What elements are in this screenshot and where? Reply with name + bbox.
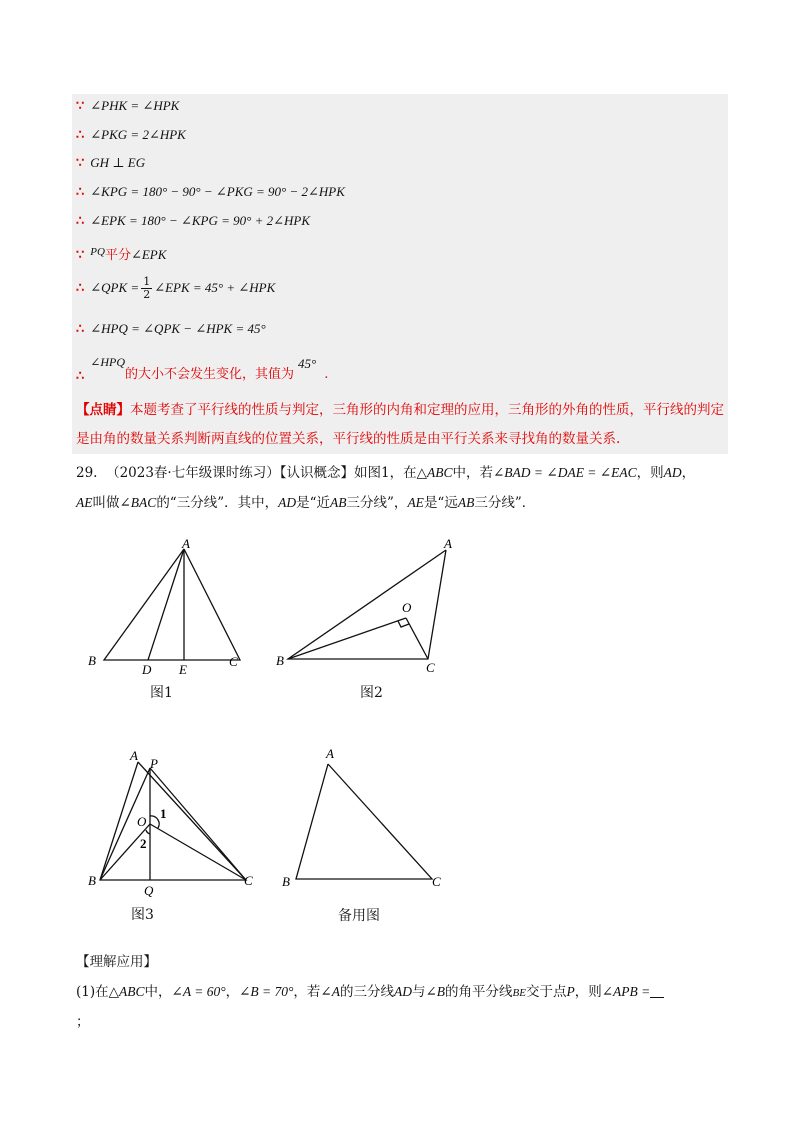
fig3-line-BO (100, 824, 150, 880)
fig1-triangle (104, 549, 240, 660)
solution-comment: 【点睛】本题考查了平行线的性质与判定，三角形的内角和定理的应用，三角形的外角的性质，平行线的判定是由角的数量关系判断两直线的位置关系，平行线的性质是由平行关系来寻找角的数量关系. (76, 402, 724, 447)
fig3-label-2: 2 (140, 836, 147, 851)
fig4-label-B: B (282, 874, 290, 889)
solution-step-7: ∴ ∠QPK = $\frac{1}{2}$ ∠EPK = 45° + ∠HPK (76, 275, 276, 301)
figure-2 (270, 532, 470, 682)
figure-1 (80, 535, 260, 685)
fig3-line-PC (150, 768, 246, 880)
question-29: 29. （2023春·七年级课时练习）【认识概念】如图1，在△ABC中，若∠BAD = ∠DAE = ∠EAC，则AD， AE叫做∠BAC的“三分线”．其中，AD是“近AB三分线”，AE是“远AB三分线”． (76, 465, 696, 511)
fig4-label-C: C (432, 874, 441, 889)
fig1-caption: 图1 (150, 685, 173, 701)
fig4-label-A: A (326, 746, 334, 761)
solution-step-5: ∴ ∠EPK = 180° − ∠KPG = 90° + 2∠HPK (76, 213, 310, 229)
fig2-triangle (288, 550, 446, 659)
answer-blank[interactable] (650, 985, 664, 998)
fig2-line-OC (406, 618, 428, 659)
fig4-caption: 备用图 (338, 908, 380, 924)
fig2-label-O: O (402, 600, 412, 615)
fig3-caption: 图3 (131, 907, 154, 923)
figure-4-spare (280, 740, 460, 900)
fig3-label-O: O (137, 814, 147, 829)
fraction: $\frac{1}{2}$ (143, 275, 151, 301)
fig1-label-A: A (182, 536, 190, 551)
fig3-label-B: B (88, 873, 96, 888)
fig3-label-C: C (244, 873, 253, 888)
fig1-label-D: D (142, 662, 152, 677)
fig3-triangle (100, 762, 246, 880)
fig1-label-B: B (88, 653, 96, 668)
solution-step-8: ∴ ∠HPQ = ∠QPK − ∠HPK = 45° (76, 321, 266, 337)
solution-step-1: ∵ ∠PHK = ∠HPK (76, 98, 180, 114)
solution-step-9: ∴∠HPQ的大小不会发生变化，其值为45°. (76, 355, 329, 384)
fig2-right-angle-mark (398, 621, 409, 627)
fig2-label-B: B (276, 653, 284, 668)
solution-step-4: ∴ ∠KPG = 180° − 90° − ∠PKG = 90° − 2∠HPK (76, 184, 345, 200)
fig2-line-BO (288, 618, 406, 659)
fig2-label-C: C (426, 660, 435, 675)
solution-step-2: ∴ ∠PKG = 2∠HPK (76, 127, 186, 143)
figure-3 (80, 740, 270, 900)
fig3-label-Q: Q (144, 883, 154, 898)
fig1-line-AD (148, 549, 184, 660)
solution-step-6: ∵ $^{PQ}$平分∠EPK (76, 246, 167, 263)
application-section: 【理解应用】 (1)在△ABC中，∠A = 60°，∠B = 70°，若∠A的三分线AD与∠B的角平分线BE交于点P，则∠APB = ； (76, 948, 726, 1037)
fig2-caption: 图2 (360, 685, 383, 701)
fig3-line-OC (150, 824, 246, 880)
fig1-label-C: C (229, 654, 238, 669)
fig3-label-1: 1 (160, 806, 167, 821)
fig3-label-A: A (130, 748, 138, 763)
fig1-label-E: E (179, 662, 187, 677)
fig4-triangle (296, 764, 432, 879)
fig3-label-P: P (150, 756, 158, 771)
solution-step-3: ∵ GH ⊥ EG (76, 155, 146, 171)
fig2-label-A: A (444, 536, 452, 551)
